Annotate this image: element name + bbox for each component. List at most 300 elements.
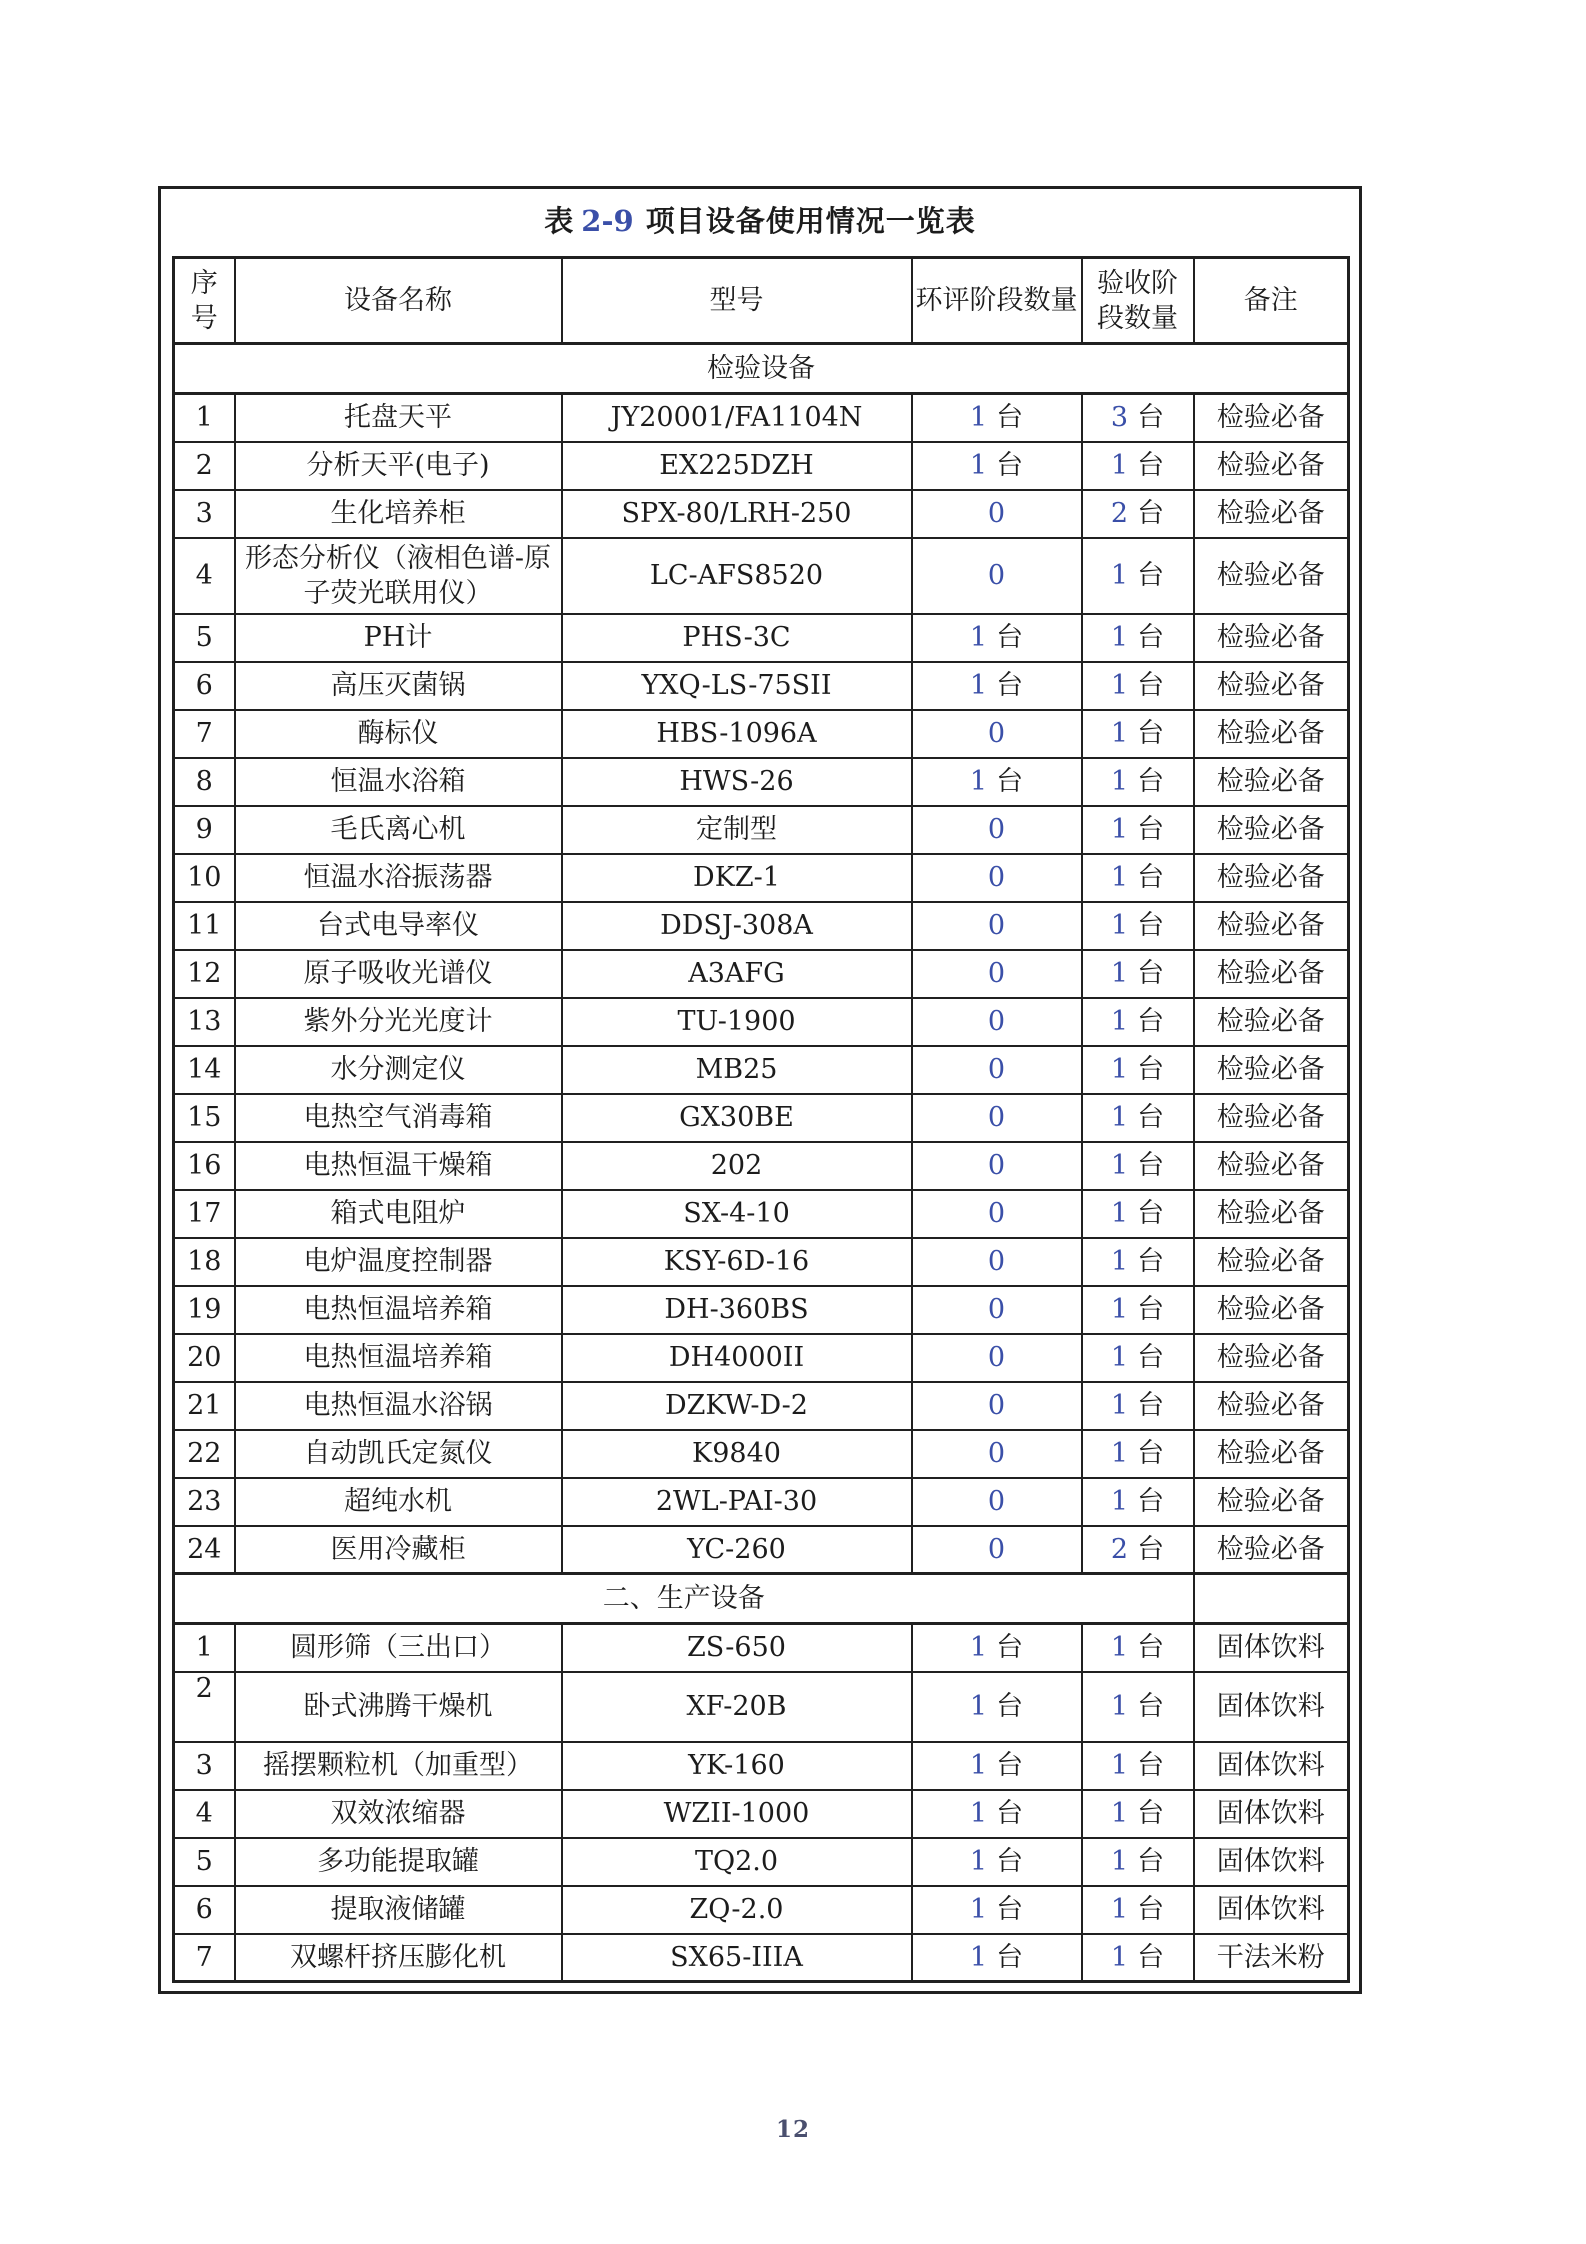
equipment-row	[174, 614, 1349, 662]
equipment-table-container	[158, 186, 1362, 1994]
eia-qty	[912, 854, 1082, 902]
column-header: 环评阶段数量	[912, 258, 1082, 344]
qty-number: 1	[1110, 1102, 1129, 1133]
model-number: YK-160	[562, 1742, 912, 1790]
equipment-row	[174, 950, 1349, 998]
eia-qty	[912, 662, 1082, 710]
qty-number: 1	[1110, 910, 1129, 941]
row-no: 4	[174, 538, 235, 614]
equipment-row	[174, 442, 1349, 490]
model-number: TQ2.0	[562, 1838, 912, 1886]
model-number: KSY-6D-16	[562, 1238, 912, 1286]
table-title	[161, 203, 1359, 239]
qty-number: 0	[987, 958, 1006, 989]
eia-qty	[912, 950, 1082, 998]
remark: 固体饮料	[1194, 1838, 1349, 1886]
qty-number: 1	[969, 766, 988, 797]
acceptance-qty	[1082, 538, 1194, 614]
equipment-row	[174, 1238, 1349, 1286]
equipment-name: 医用冷藏柜	[235, 1526, 562, 1574]
acceptance-qty	[1082, 1624, 1194, 1672]
model-number: DKZ-1	[562, 854, 912, 902]
row-no: 3	[174, 1742, 235, 1790]
qty-number: 1	[969, 1798, 988, 1829]
qty-number: 1	[1110, 1006, 1129, 1037]
acceptance-qty	[1082, 1046, 1194, 1094]
remark: 检验必备	[1194, 394, 1349, 442]
acceptance-qty	[1082, 854, 1194, 902]
model-number: YC-260	[562, 1526, 912, 1574]
equipment-row	[174, 538, 1349, 614]
equipment-row	[174, 1382, 1349, 1430]
acceptance-qty	[1082, 1478, 1194, 1526]
equipment-name: 箱式电阻炉	[235, 1190, 562, 1238]
eia-qty	[912, 442, 1082, 490]
qty-number: 1	[1110, 1941, 1129, 1973]
row-no: 15	[174, 1094, 235, 1142]
equipment-row	[174, 490, 1349, 538]
equipment-name: 超纯水机	[235, 1478, 562, 1526]
eia-qty	[912, 1624, 1082, 1672]
qty-number: 0	[987, 1342, 1006, 1373]
remark: 检验必备	[1194, 442, 1349, 490]
acceptance-qty	[1082, 950, 1194, 998]
acceptance-qty	[1082, 1742, 1194, 1790]
equipment-row	[174, 1334, 1349, 1382]
acceptance-qty	[1082, 394, 1194, 442]
eia-qty	[912, 538, 1082, 614]
acceptance-qty	[1082, 1838, 1194, 1886]
qty-number: 1	[969, 402, 988, 434]
model-number: DDSJ-308A	[562, 902, 912, 950]
model-number: GX30BE	[562, 1094, 912, 1142]
acceptance-qty	[1082, 902, 1194, 950]
acceptance-qty	[1082, 1672, 1194, 1742]
remark: 固体饮料	[1194, 1790, 1349, 1838]
model-number: 202	[562, 1142, 912, 1190]
qty-unit: 台	[1137, 1054, 1165, 1085]
qty-number: 1	[1110, 1390, 1129, 1421]
eia-qty	[912, 1238, 1082, 1286]
equipment-name: 电热恒温培养箱	[235, 1286, 562, 1334]
eia-qty	[912, 1886, 1082, 1934]
equipment-name: 摇摆颗粒机（加重型）	[235, 1742, 562, 1790]
model-number: ZQ-2.0	[562, 1886, 912, 1934]
qty-unit: 台	[1137, 814, 1165, 845]
remark: 检验必备	[1194, 662, 1349, 710]
equipment-table	[172, 256, 1350, 1983]
qty-number: 1	[1110, 1150, 1129, 1181]
qty-number: 0	[987, 1150, 1006, 1181]
equipment-row	[174, 758, 1349, 806]
eia-qty	[912, 1934, 1082, 1982]
qty-number: 0	[987, 862, 1006, 893]
row-no: 2	[174, 1672, 235, 1742]
equipment-name: 高压灭菌锅	[235, 662, 562, 710]
qty-unit: 台	[1137, 1846, 1165, 1877]
table-title-prefix: 表	[544, 204, 575, 238]
equipment-row	[174, 1526, 1349, 1574]
equipment-row	[174, 1624, 1349, 1672]
acceptance-qty	[1082, 1142, 1194, 1190]
qty-number: 1	[1110, 1342, 1129, 1373]
qty-number: 0	[987, 1246, 1006, 1277]
remark: 固体饮料	[1194, 1886, 1349, 1934]
qty-number: 1	[1110, 718, 1129, 749]
remark: 检验必备	[1194, 614, 1349, 662]
eia-qty	[912, 1094, 1082, 1142]
remark: 检验必备	[1194, 1190, 1349, 1238]
qty-unit: 台	[1137, 910, 1165, 941]
remark: 检验必备	[1194, 1142, 1349, 1190]
model-number: WZII-1000	[562, 1790, 912, 1838]
qty-unit: 台	[1137, 1438, 1165, 1469]
page-number: 12	[775, 2116, 810, 2143]
model-number: K9840	[562, 1430, 912, 1478]
acceptance-qty	[1082, 1334, 1194, 1382]
qty-number: 1	[1110, 814, 1129, 845]
remark: 检验必备	[1194, 490, 1349, 538]
qty-unit: 台	[1137, 1150, 1165, 1181]
equipment-row	[174, 394, 1349, 442]
acceptance-qty	[1082, 1790, 1194, 1838]
qty-number: 1	[969, 1846, 988, 1877]
eia-qty	[912, 1672, 1082, 1742]
qty-unit: 台	[1137, 1294, 1165, 1325]
qty-number: 2	[1110, 1533, 1129, 1565]
row-no: 11	[174, 902, 235, 950]
section-title: 二、生产设备	[174, 1574, 1194, 1624]
qty-number: 1	[1110, 1198, 1129, 1229]
qty-number: 1	[1110, 1632, 1129, 1664]
remark: 检验必备	[1194, 758, 1349, 806]
row-no: 21	[174, 1382, 235, 1430]
qty-unit: 台	[1137, 450, 1165, 481]
equipment-row	[174, 1430, 1349, 1478]
qty-unit: 台	[1137, 1342, 1165, 1373]
equipment-name: 托盘天平	[235, 394, 562, 442]
equipment-name: 电热恒温水浴锅	[235, 1382, 562, 1430]
remark: 检验必备	[1194, 902, 1349, 950]
remark: 检验必备	[1194, 998, 1349, 1046]
eia-qty	[912, 1430, 1082, 1478]
equipment-row	[174, 1190, 1349, 1238]
remark: 检验必备	[1194, 1526, 1349, 1574]
equipment-name: 紫外分光光度计	[235, 998, 562, 1046]
model-number: MB25	[562, 1046, 912, 1094]
equipment-row	[174, 1286, 1349, 1334]
row-no: 7	[174, 1934, 235, 1982]
equipment-row	[174, 902, 1349, 950]
equipment-name: 双螺杆挤压膨化机	[235, 1934, 562, 1982]
equipment-row	[174, 1672, 1349, 1742]
row-no: 5	[174, 614, 235, 662]
qty-unit: 台	[1137, 1632, 1165, 1664]
remark: 检验必备	[1194, 1286, 1349, 1334]
qty-number: 1	[1110, 1894, 1129, 1925]
model-number: LC-AFS8520	[562, 538, 912, 614]
qty-number: 0	[987, 718, 1006, 749]
qty-unit: 台	[996, 1846, 1024, 1877]
row-no: 13	[174, 998, 235, 1046]
eia-qty	[912, 1838, 1082, 1886]
eia-qty	[912, 394, 1082, 442]
eia-qty	[912, 1142, 1082, 1190]
qty-number: 0	[987, 1198, 1006, 1229]
qty-number: 1	[1110, 560, 1129, 591]
row-no: 5	[174, 1838, 235, 1886]
qty-unit: 台	[996, 1798, 1024, 1829]
row-no: 17	[174, 1190, 235, 1238]
qty-unit: 台	[1137, 560, 1165, 591]
model-number: DZKW-D-2	[562, 1382, 912, 1430]
eia-qty	[912, 806, 1082, 854]
section-header-row	[174, 344, 1349, 394]
qty-unit: 台	[996, 1691, 1024, 1722]
equipment-name: 生化培养柜	[235, 490, 562, 538]
column-header: 型号	[562, 258, 912, 344]
eia-qty	[912, 1190, 1082, 1238]
model-number: SPX-80/LRH-250	[562, 490, 912, 538]
acceptance-qty	[1082, 1094, 1194, 1142]
qty-unit: 台	[1137, 1691, 1165, 1722]
qty-unit: 台	[996, 450, 1024, 481]
qty-unit: 台	[1137, 1798, 1165, 1829]
row-no: 1	[174, 1624, 235, 1672]
equipment-row	[174, 1142, 1349, 1190]
equipment-row	[174, 662, 1349, 710]
eia-qty	[912, 490, 1082, 538]
qty-unit: 台	[1137, 622, 1165, 653]
remark: 检验必备	[1194, 1382, 1349, 1430]
eia-qty	[912, 902, 1082, 950]
model-number: SX65-IIIA	[562, 1934, 912, 1982]
qty-unit: 台	[1137, 1486, 1165, 1517]
equipment-name: 酶标仪	[235, 710, 562, 758]
qty-number: 1	[1110, 622, 1129, 653]
qty-number: 1	[969, 1894, 988, 1925]
model-number: DH4000II	[562, 1334, 912, 1382]
acceptance-qty	[1082, 998, 1194, 1046]
qty-number: 1	[969, 450, 988, 481]
qty-number: 1	[969, 1691, 988, 1722]
qty-unit: 台	[996, 1941, 1024, 1973]
row-no: 20	[174, 1334, 235, 1382]
row-no: 10	[174, 854, 235, 902]
qty-number: 1	[1110, 670, 1129, 701]
qty-number: 1	[1110, 1486, 1129, 1517]
qty-number: 1	[969, 1750, 988, 1781]
row-no: 24	[174, 1526, 235, 1574]
acceptance-qty	[1082, 490, 1194, 538]
qty-unit: 台	[1137, 402, 1165, 434]
qty-number: 0	[987, 1533, 1006, 1565]
equipment-row	[174, 1934, 1349, 1982]
model-number: XF-20B	[562, 1672, 912, 1742]
qty-number: 1	[969, 1632, 988, 1664]
qty-unit: 台	[996, 1750, 1024, 1781]
acceptance-qty	[1082, 710, 1194, 758]
qty-number: 1	[1110, 1846, 1129, 1877]
table-body	[174, 344, 1349, 1982]
row-no: 7	[174, 710, 235, 758]
eia-qty	[912, 1286, 1082, 1334]
column-header: 验收阶段数量	[1082, 258, 1194, 344]
equipment-row	[174, 806, 1349, 854]
qty-unit: 台	[996, 670, 1024, 701]
row-no: 6	[174, 1886, 235, 1934]
equipment-name: 电热恒温干燥箱	[235, 1142, 562, 1190]
qty-unit: 台	[1137, 1750, 1165, 1781]
row-no: 19	[174, 1286, 235, 1334]
remark: 检验必备	[1194, 1334, 1349, 1382]
equipment-name: 自动凯氏定氮仪	[235, 1430, 562, 1478]
acceptance-qty	[1082, 442, 1194, 490]
equipment-name: 卧式沸腾干燥机	[235, 1672, 562, 1742]
equipment-row	[174, 1886, 1349, 1934]
qty-number: 1	[1110, 1798, 1129, 1829]
qty-unit: 台	[1137, 670, 1165, 701]
qty-number: 0	[987, 1006, 1006, 1037]
equipment-name: 双效浓缩器	[235, 1790, 562, 1838]
remark: 检验必备	[1194, 950, 1349, 998]
acceptance-qty	[1082, 614, 1194, 662]
qty-number: 1	[1110, 1750, 1129, 1781]
equipment-name: 多功能提取罐	[235, 1838, 562, 1886]
row-no: 8	[174, 758, 235, 806]
equipment-name: 恒温水浴箱	[235, 758, 562, 806]
eia-qty	[912, 1382, 1082, 1430]
model-number: A3AFG	[562, 950, 912, 998]
acceptance-qty	[1082, 758, 1194, 806]
eia-qty	[912, 1334, 1082, 1382]
qty-number: 1	[1110, 1438, 1129, 1469]
qty-unit: 台	[996, 1632, 1024, 1664]
remark: 固体饮料	[1194, 1672, 1349, 1742]
eia-qty	[912, 1526, 1082, 1574]
row-no: 2	[174, 442, 235, 490]
qty-unit: 台	[1137, 1894, 1165, 1925]
table-title-text: 项目设备使用情况一览表	[645, 204, 976, 238]
remark: 检验必备	[1194, 854, 1349, 902]
qty-number: 1	[969, 1941, 988, 1973]
section-remark-empty-cell	[1194, 1574, 1349, 1624]
qty-number: 1	[969, 622, 988, 653]
eia-qty	[912, 1742, 1082, 1790]
acceptance-qty	[1082, 1430, 1194, 1478]
equipment-row	[174, 854, 1349, 902]
qty-number: 0	[987, 498, 1006, 529]
table-header-row	[174, 258, 1349, 344]
equipment-name: 提取液储罐	[235, 1886, 562, 1934]
row-no: 3	[174, 490, 235, 538]
qty-number: 0	[987, 1438, 1006, 1469]
equipment-name: 原子吸收光谱仪	[235, 950, 562, 998]
remark: 固体饮料	[1194, 1742, 1349, 1790]
acceptance-qty	[1082, 806, 1194, 854]
equipment-name: 电热恒温培养箱	[235, 1334, 562, 1382]
qty-number: 1	[1110, 766, 1129, 797]
row-no: 22	[174, 1430, 235, 1478]
remark: 检验必备	[1194, 806, 1349, 854]
qty-unit: 台	[1137, 1006, 1165, 1037]
eia-qty	[912, 758, 1082, 806]
table-title-number: 2-9	[581, 204, 634, 238]
remark: 检验必备	[1194, 1238, 1349, 1286]
equipment-name: 毛氏离心机	[235, 806, 562, 854]
remark: 检验必备	[1194, 710, 1349, 758]
model-number: EX225DZH	[562, 442, 912, 490]
qty-number: 1	[1110, 450, 1129, 481]
section-title: 检验设备	[174, 344, 1349, 394]
equipment-name: 圆形筛（三出口）	[235, 1624, 562, 1672]
qty-unit: 台	[1137, 766, 1165, 797]
equipment-name: PH计	[235, 614, 562, 662]
equipment-row	[174, 710, 1349, 758]
column-header: 备注	[1194, 258, 1349, 344]
acceptance-qty	[1082, 1934, 1194, 1982]
section-header-row	[174, 1574, 1349, 1624]
qty-number: 3	[1110, 402, 1129, 434]
qty-number: 1	[1110, 1294, 1129, 1325]
qty-unit: 台	[1137, 958, 1165, 989]
qty-unit: 台	[1137, 862, 1165, 893]
row-no: 6	[174, 662, 235, 710]
remark: 干法米粉	[1194, 1934, 1349, 1982]
remark: 检验必备	[1194, 1094, 1349, 1142]
equipment-name: 电热空气消毒箱	[235, 1094, 562, 1142]
remark: 检验必备	[1194, 538, 1349, 614]
model-number: HWS-26	[562, 758, 912, 806]
qty-number: 1	[1110, 862, 1129, 893]
equipment-row	[174, 998, 1349, 1046]
model-number: JY20001/FA1104N	[562, 394, 912, 442]
model-number: DH-360BS	[562, 1286, 912, 1334]
eia-qty	[912, 1478, 1082, 1526]
qty-number: 1	[1110, 958, 1129, 989]
qty-unit: 台	[1137, 1390, 1165, 1421]
qty-unit: 台	[1137, 498, 1165, 529]
acceptance-qty	[1082, 1382, 1194, 1430]
remark: 检验必备	[1194, 1046, 1349, 1094]
column-header: 序号	[174, 258, 235, 344]
model-number: YXQ-LS-75SII	[562, 662, 912, 710]
qty-number: 0	[987, 1054, 1006, 1085]
qty-number: 0	[987, 1294, 1006, 1325]
eia-qty	[912, 998, 1082, 1046]
model-number: ZS-650	[562, 1624, 912, 1672]
model-number: HBS-1096A	[562, 710, 912, 758]
equipment-row	[174, 1790, 1349, 1838]
equipment-name: 电炉温度控制器	[235, 1238, 562, 1286]
row-no: 14	[174, 1046, 235, 1094]
model-number: SX-4-10	[562, 1190, 912, 1238]
row-no: 18	[174, 1238, 235, 1286]
row-no: 16	[174, 1142, 235, 1190]
equipment-name: 台式电导率仪	[235, 902, 562, 950]
remark: 检验必备	[1194, 1430, 1349, 1478]
qty-number: 1	[969, 670, 988, 701]
equipment-row	[174, 1094, 1349, 1142]
qty-unit: 台	[1137, 1102, 1165, 1133]
acceptance-qty	[1082, 1238, 1194, 1286]
equipment-name: 恒温水浴振荡器	[235, 854, 562, 902]
qty-number: 0	[987, 910, 1006, 941]
column-header: 设备名称	[235, 258, 562, 344]
row-no: 1	[174, 394, 235, 442]
row-no: 4	[174, 1790, 235, 1838]
qty-number: 0	[987, 1486, 1006, 1517]
